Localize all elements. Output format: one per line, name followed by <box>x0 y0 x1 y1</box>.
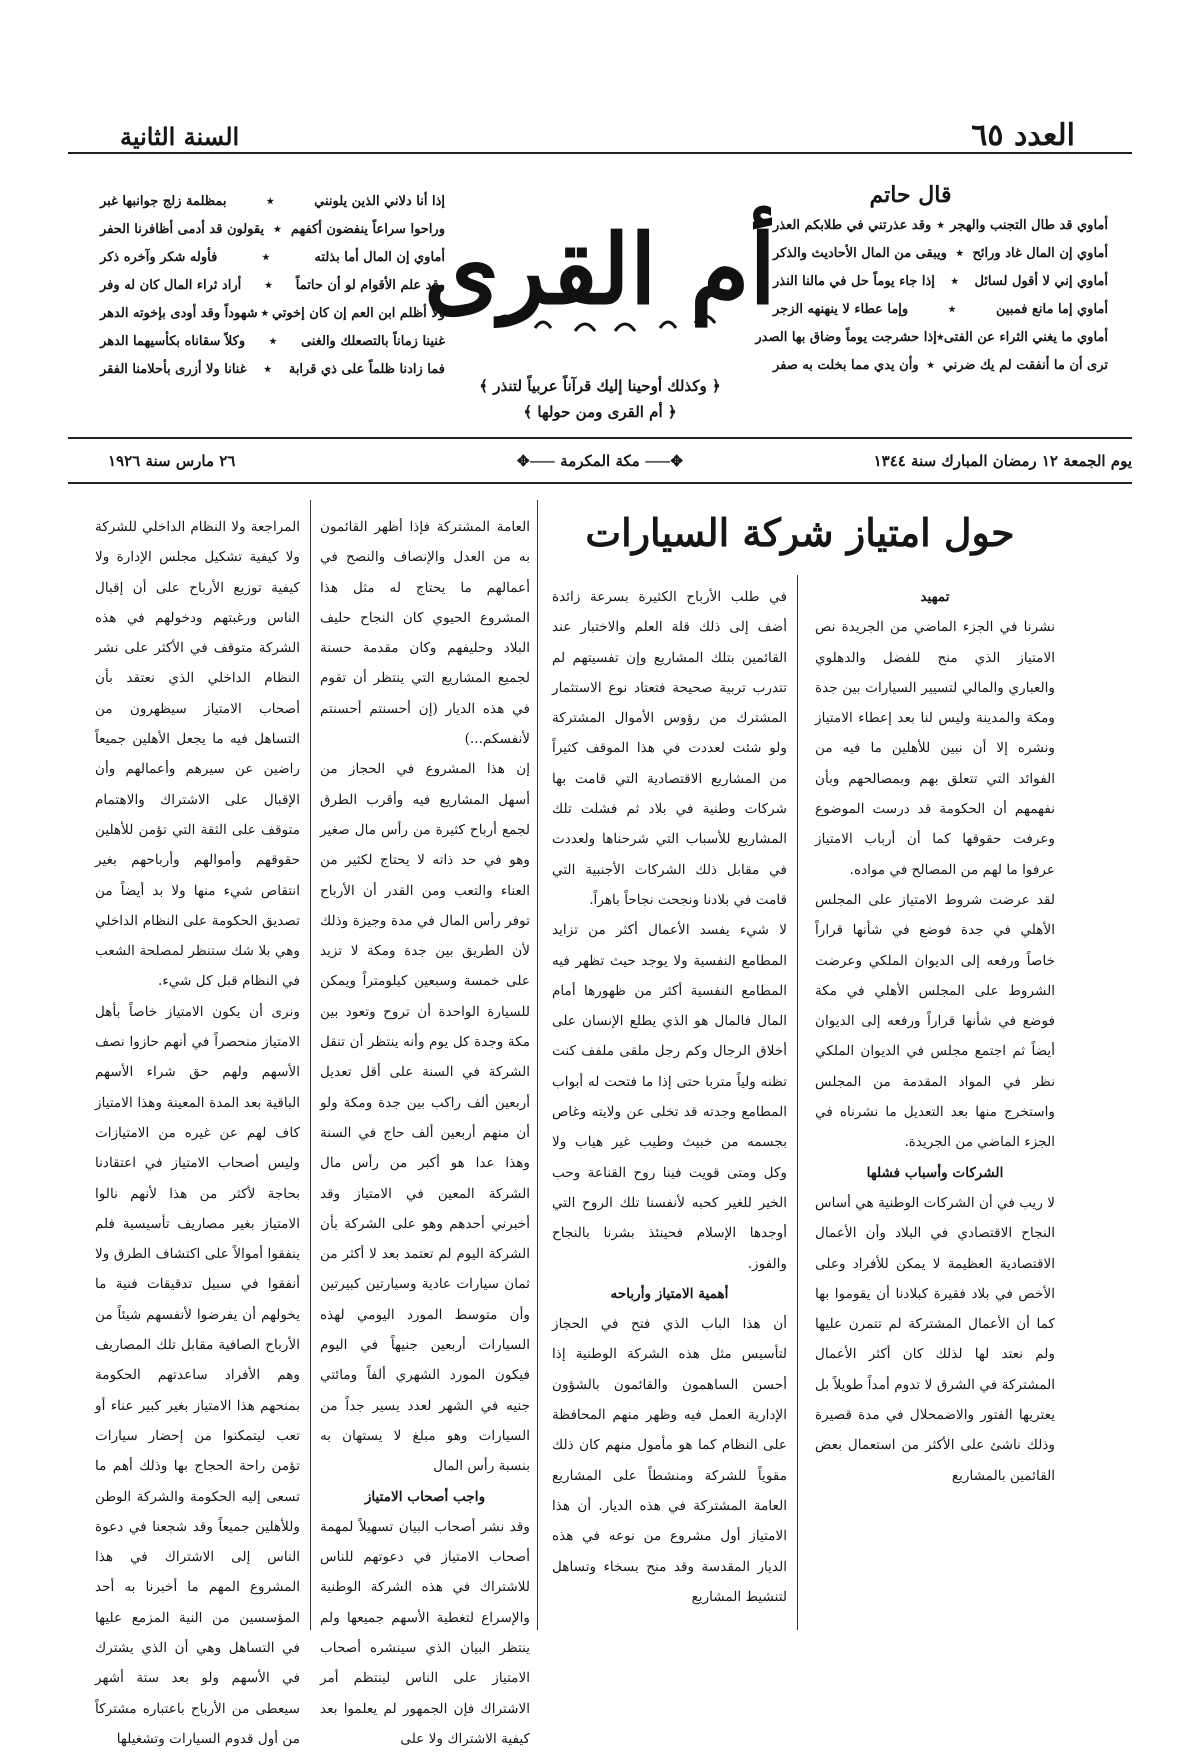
verse-second-hemistich: وإما عطاء لا ينهنهه الزجر <box>773 302 909 317</box>
masthead-calligraphy <box>423 183 777 363</box>
verse-second-hemistich: ويبقى من المال الأحاديث والذكر <box>773 246 947 261</box>
flourish-icon: ✥⸺ <box>639 452 683 470</box>
poem-verse <box>773 296 1108 324</box>
date-hijri: يوم الجمعة ١٢ رمضان المبارك سنة ١٣٤٤ <box>873 452 1132 470</box>
verse-first-hemistich: أماوي إن المال أما بذلته <box>314 250 445 265</box>
masthead-rule <box>68 437 1132 439</box>
verse-second-hemistich: شهوداً وقد أودى بإخوته الدهر <box>100 306 258 321</box>
poem-verse <box>100 188 445 216</box>
verse-first-hemistich: أماوي إما مانع فمبين <box>995 302 1108 317</box>
poem-verse <box>100 300 445 328</box>
section-subhead: أهمية الامتياز وأرباحه <box>610 1285 729 1302</box>
verse-separator-icon: ٭ <box>264 362 272 377</box>
verse-second-hemistich: وأن يدي مما بخلت به صفر <box>773 358 919 373</box>
place-name: مكة المكرمة <box>560 452 640 470</box>
verse-separator-icon: ٭ <box>948 302 956 317</box>
verse-separator-icon: ٭ <box>927 358 935 373</box>
section-subhead: الشركات وأسباب فشلها <box>866 1164 1004 1181</box>
verse-first-hemistich: أماوي ما يغني الثراء عن الفتى <box>943 330 1108 345</box>
poem-verse <box>100 328 445 356</box>
poem-verse <box>100 272 445 300</box>
article-column-2 <box>552 582 787 1627</box>
paragraph: في طلب الأرباح الكثيرة بسرعة زائدة أضف إلى ذلك قلة العلم والاختبار عند القائمين بتلك المشاريع وإن تفسيتهم لم تتدرب تربية صحيحة فتعتاد نوع الاستثمار المشترك من رؤوس الأموال المشتركة ولو شئت لعددت في هذا الموقف كثيراً من المشاريع الاقتصادية التي قامت بها شركات وطنية في بلاد ثم فشلت تلك المشاريع للأسباب التي شرحناها ولعددت في مقابل ذلك الشركات الأجنبية التي قامت في بلادنا ونجحت نجاحاً باهراً. <box>552 589 787 908</box>
verse-first-hemistich: أماوي إن المال غاد ورائح <box>972 246 1108 261</box>
intro-subhead: تمهيد <box>920 589 950 605</box>
verse-first-hemistich: وقد علم الأقوام لو أن حاتماً <box>295 278 445 293</box>
dateline <box>68 446 1132 480</box>
paragraph: ونرى أن يكون الامتياز خاصاً بأهل الامتياز منحصراً في أنهم حازوا نصف الأسهم ولهم حق شراء الأسهم الباقية بعد المدة المعينة وهذا الامتياز كاف لهم عن غيره من الامتيازات وليس أصحاب الامتياز في اعتقادنا بحاجة لأكثر من هذا لأنهم نالوا الامتياز بغير مصاريف تأسيسية فلم ينفقوا أموالاً على اكتشاف الطرق ولا أنفقوا في سبيل تدقيقات فنية ما يخولهم أن يفرضوا لأنفسهم شيئاً من الأرباح الصافية مقابل تلك المصاريف وهم الأفراد ساعدتهم الحكومة بمنحهم هذا الامتياز بغير كبير عناء أو تعب ليتمكنوا من إحضار سيارات تؤمن راحة الحجاج بها وذلك أهم ما تسعى إليه الحكومة والشركة الوطن وللأهلين جميعاً وقد شجعنا في دعوة الناس إلى الاشتراك في هذا المشروع المهم ما أخبرنا به أحد المؤسسين من النية المزمع عليها في التساهل وهي أن الذي يشترك في الأسهم ولو بعد ستة أشهر سيعطى من الأرباح باعتباره مشتركاً من أول قدوم السيارات وتشغيلها <box>95 1003 300 1747</box>
verse-separator-icon: ٭ <box>269 334 277 349</box>
header-rule <box>68 152 1132 154</box>
verse-second-hemistich: غنانا ولا أزرى بأحلامنا الفقر <box>100 362 247 377</box>
verse-separator-icon: ٭ <box>264 278 273 293</box>
verse-separator-icon: ٭ <box>262 250 270 265</box>
paragraph: لا شيء يفسد الأعمال أكثر من تزايد المطامع النفسية ولا يوجد حيث تظهر فيه المطامع النفسية أكثر من ظهورها أمام المال فالمال هو الذي يطلع الإنسان على أخلاق الرجال وكم رجل ملقى ملفف كنت تظنه ولياً متربا حتى إذا ما فتحت له أبواب المطامع وجدته قد تخلى عن ولايته وغاص بجسمه من خبيث وطيب غير هياب ولا وكل ومتى قويت فينا روح القناعة وحب الخير للغير كحبه لأنفسنا تلك الروح التي أوجدها الإسلام فحينئذ بشرنا بالنجاح والفوز. <box>552 922 787 1272</box>
issue-number: العدد ٦٥ <box>971 118 1075 153</box>
verse-separator-icon: ٭ <box>936 330 944 345</box>
verse-first-hemistich: ترى أن ما أنفقت لم يك ضرني <box>942 358 1108 373</box>
verse-first-hemistich: أماوي قد طال التجنب والهجر <box>950 218 1108 233</box>
verse-second-hemistich: يقولون قد أدمى أظافرنا الحفر <box>100 222 265 237</box>
masthead-logo <box>423 183 777 363</box>
paragraph: لا ريب في أن الشركات الوطنية هي أساس النجاح الاقتصادي في البلاد وأن الأعمال الاقتصادية العظيمة لا يمكن للأفراد وعلى الأخص في بلاد فقيرة كبلادنا أن يقوموا بها كما أن الأعمال المشتركة لم تتمرن عليها ولم نعتد لها لذلك كان أكثر الأعمال المشتركة في الشرق لا تدوم أمداً طويلاً بل يعتريها الفتور والاضمحلال في مدة قصيرة وذلك ناشئ على الأكثر من استعمال بعض القائمين بالمشاريع <box>815 1194 1055 1484</box>
year-label: السنة الثانية <box>120 122 240 151</box>
poem-right <box>755 180 1108 380</box>
poem-verse <box>100 356 445 384</box>
masthead-title: أم القرى <box>423 213 777 326</box>
verse-second-hemistich: وقد عذرتني في طلابكم العذر <box>773 218 932 233</box>
poem-verse <box>100 244 445 272</box>
article-column-3 <box>320 512 530 1747</box>
column-divider <box>310 500 311 1630</box>
verse-separator-icon: ٭ <box>261 306 269 321</box>
flourish-icon: ⸺✥ <box>517 452 561 470</box>
verse-second-hemistich: إذا جاء يوماً حل في مالنا النذر <box>773 274 935 289</box>
verse-second-hemistich: وكلاً سقاناه بكأسيهما الدهر <box>100 334 246 349</box>
verse-separator-icon: ٭ <box>937 218 945 233</box>
article-column-4 <box>95 512 300 1747</box>
paragraph: إن هذا المشروع في الحجاز من أسهل المشاريع فيه وأقرب الطرق لجمع أرباح كثيرة من رأس مال صغير وهو في حد ذاته لا يحتاج لكثير من العناء والتعب ومن القدر أن الأرباح توفر رأس المال في مدة وجيزة وذلك لأن الطريق بين جدة ومكة لا تزيد على خمسة وسبعين كيلومتراً ويمكن للسيارة الواحدة أن تروح وتعود بين مكة وجدة كل يوم وأنه ينتظر أن تنقل الشركة في السنة على أقل تعديل أربعين ألف راكب بين جدة ومكة ولو أن منهم أربعين ألف حاج في السنة وهذا عدا هو أكبر من رأس مال الشركة المعين في الامتياز وقد أخبرني أحدهم وهو على الشركة بأن الشركة اليوم لم تعتمد بعد لا أكثر من ثمان سيارات عادية وسيارتين كبيرتين وأن متوسط المورد اليومي لهذه السيارات أربعين جنيهاً في اليوم فيكون المورد الشهري ألفاً ومائتي جنيه في الشهر لعدد يسير جداً من السيارات وهو مبلغ لا يستهان به بنسبة رأس المال <box>320 761 530 1475</box>
dateline-rule <box>68 482 1132 484</box>
verse-first-hemistich: فما زادنا ظلماً على ذي قرابة <box>288 362 445 377</box>
verse-second-hemistich: أراد ثراء المال كان له وفر <box>100 278 242 293</box>
poem-title: قال حاتم <box>869 182 952 208</box>
paragraph: لقد عرضت شروط الامتياز على المجلس الأهلي في جدة فوضع في شأنها قراراً خاصاً ورفعه إلى الديوان الملكي وعرضت الشروط على المجلس الأهلي في مكة فوضع في شأنها قراراً ورفعه إلى الديوان أيضاً ثم اجتمع مجلس في الديوان الملكي نظر في المواد المقدمة من المجلس واستخرج منها بعد التعديل ما نشرناه في الجزء الماضي من الجريدة. <box>815 891 1055 1151</box>
masthead-motto: ﴿ وكذلك أوحينا إليك قرآناً عربياً لتنذر ﴾ <box>479 377 721 395</box>
verse-first-hemistich: إذا أنا دلاني الذين يلونني <box>314 194 445 209</box>
verse-first-hemistich: غنينا زماناً بالتصعلك والغنى <box>300 334 445 349</box>
verse-separator-icon: ٭ <box>956 246 964 261</box>
poem-left <box>100 188 445 384</box>
article-headline: حول امتياز شركة السيارات <box>585 510 1015 555</box>
verse-separator-icon: ٭ <box>273 222 281 237</box>
column-divider <box>797 575 798 1630</box>
date-gregorian: ٢٦ مارس سنة ١٩٢٦ <box>108 452 236 470</box>
poem-verse <box>773 352 1108 380</box>
verse-second-hemistich: إذا حشرجت يوماً وضاق بها الصدر <box>755 330 937 345</box>
paragraph: العامة المشتركة فإذا أظهر القائمون به من العدل والإنصاف والنصح في أعمالهم ما يحتاج له مثل هذا المشروع الحيوي كان النجاح حليف البلاد وحليفهم وكان مقدمة حسنة لجميع المشاريع التي ينتظر أن تقوم في هذه الديار (إن أحسنتم أحسنتم لأنفسكم...) <box>320 519 530 748</box>
paragraph: نشرنا في الجزء الماضي من الجريدة نص الامتياز الذي منح للفضل والدهلوي والعباري والمالي لتسيير السيارات بين جدة ومكة والمدينة وليس لنا بعد إعطاء الامتياز ونشره إلا أن نبين للأهلين ما فيه من الفوائد التي تتعلق بهم وبمصالحهم وبأن نفهمهم أن الحكومة قد درست الموضوع وعرفت حقوقها كما أن أرباب الامتياز عرفوا ما لهم من المصالح في مواده. <box>815 619 1055 878</box>
poem-verse <box>755 324 1108 352</box>
section-subhead: واجب أصحاب الامتياز <box>364 1488 486 1505</box>
poem-verse <box>773 240 1108 268</box>
paragraph: أن هذا الباب الذي فتح في الحجاز لتأسيس مثل هذه الشركة الوطنية إذا أحسن الساهمون والقائمون بالشؤون الإدارية العمل فيه وظهر منهم المحافظة على النظام كما هو مأمول منهم كان ذلك مقوياً للشركة ومنشطاً على المشاريع العامة المشتركة في هذه الديار. أن هذا الامتياز أول مشروع من نوعه في هذه الديار المقدسة وقد منح بسخاء وتساهل لتنشيط المشاريع <box>552 1316 787 1605</box>
poem-verse <box>100 216 445 244</box>
poem-verse <box>773 212 1108 240</box>
masthead <box>423 183 777 443</box>
verse-separator-icon: ٭ <box>951 274 959 289</box>
verse-separator-icon: ٭ <box>266 194 274 209</box>
column-divider <box>537 500 538 1630</box>
verse-first-hemistich: أماوي إني لا أقول لسائل <box>974 274 1108 289</box>
paragraph: المراجعة ولا النظام الداخلي للشركة ولا كيفية تشكيل مجلس الإدارة ولا كيفية توزيع الأرباح على أن إقبال الناس ورغبتهم ودخولهم في هذه الشركة متوقف في الأكثر على نشر النظام الداخلي الذي نعتقد بأن أصحاب الامتياز سيظهرون من التساهل فيه ما يجعل الأهلين جميعاً راضين عن سيرهم وأعمالهم وأن الإقبال على الاشتراك والاهتمام متوقف على الثقة التي تؤمن للأهلين حقوقهم وأموالهم وأرباحهم بغير انتقاص شيء منها ولا بد أيضاً من تصديق الحكومة على النظام الداخلي وهي بلا شك ستنظر لمصلحة الشعب في النظام قبل كل شيء. <box>95 519 300 990</box>
article-column-1 <box>815 582 1055 1627</box>
verse-first-hemistich: وراحوا سراعاً ينفضون أكفهم <box>290 222 445 237</box>
verse-second-hemistich: فأوله شكر وآخره ذكر <box>100 250 218 265</box>
masthead-motto-2: ﴿ أم القرى ومن حولها ﴾ <box>523 403 677 421</box>
verse-first-hemistich: ولا أظلم ابن العم إن كان إخوتي <box>271 306 445 321</box>
poem-verse <box>773 268 1108 296</box>
verse-second-hemistich: بمظلمة زلج جوانبها غبر <box>100 194 227 209</box>
paragraph: وقد نشر أصحاب البيان تسهيلاً لمهمة أصحاب الامتياز في دعوتهم للناس للاشتراك في هذه الشركة الوطنية والإسراع لتغطية الأسهم جميعها ولم ينتظر البيان الذي سينشره أصحاب الامتياز على الناس لينتظم أمر الاشتراك فإن الجمهور لم يعلموا بعد كيفية الاشتراك ولا على <box>320 1518 530 1747</box>
